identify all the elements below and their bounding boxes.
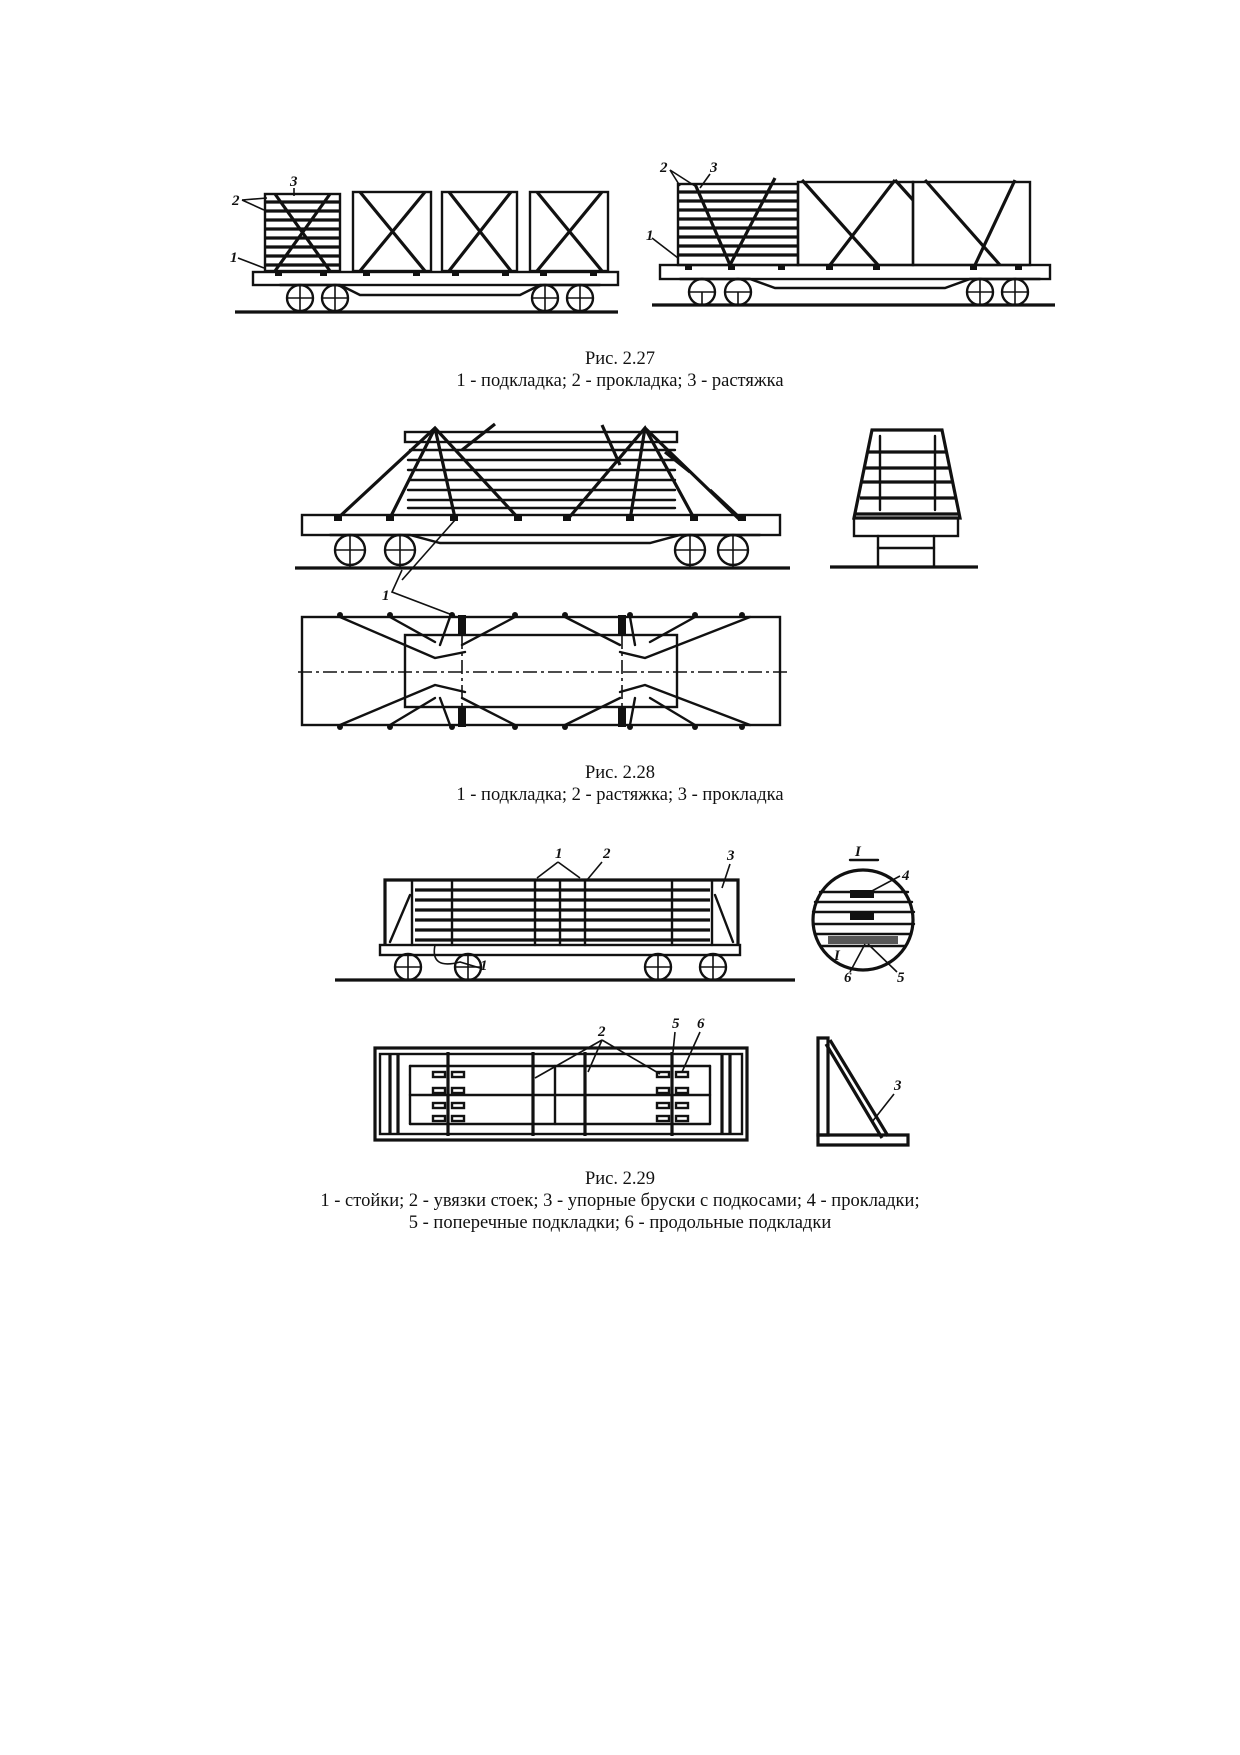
- callout-2: 2: [603, 846, 611, 862]
- figure-2-29-title: Рис. 2.29: [584, 1169, 656, 1189]
- callout-1: 1: [230, 250, 238, 266]
- callout-3: 3: [290, 174, 298, 190]
- fig-2-29-detail-I-drawing: [780, 820, 930, 986]
- callout-2: 2: [660, 160, 668, 176]
- callout-2: 2: [598, 1024, 606, 1040]
- detail-label-I: I: [855, 844, 861, 860]
- callout-I-small: I: [834, 948, 840, 964]
- callout-3: 3: [710, 160, 718, 176]
- callout-4: 4: [902, 868, 910, 884]
- figure-2-27-legend: 1 - подкладка; 2 - прокладка; 3 - растяжка: [456, 371, 784, 391]
- figure-2-27-title: Рис. 2.27: [584, 349, 656, 369]
- wheel-icon: [395, 954, 726, 980]
- figure-2-28-legend: 1 - подкладка; 2 - растяжка; 3 - прокладка: [456, 785, 784, 805]
- figure-2-29-legend-line-1: 1 - стойки; 2 - увязки стоек; 3 - упорные бруски с подкосами; 4 - прокладки;: [320, 1191, 920, 1211]
- callout-2: 2: [232, 193, 240, 209]
- fig-2-29-side-view-drawing: [330, 830, 800, 990]
- figure-2-28-title: Рис. 2.28: [584, 763, 656, 783]
- callout-5: 5: [672, 1016, 680, 1032]
- callout-6: 6: [697, 1016, 705, 1032]
- callout-3: 3: [894, 1078, 902, 1094]
- callout-1: 1: [555, 846, 563, 862]
- fig-2-29-stop-block-drawing: [790, 1010, 920, 1150]
- callout-5: 5: [897, 970, 905, 986]
- callout-1: 1: [646, 228, 654, 244]
- figure-2-29-legend-line-2: 5 - поперечные подкладки; 6 - продольные подкладки: [408, 1213, 832, 1233]
- callout-6: 6: [844, 970, 852, 986]
- callout-1: 1: [382, 588, 390, 604]
- fig-2-29-plan-view-drawing: [360, 990, 760, 1150]
- callout-1: 1: [480, 958, 488, 974]
- callout-3: 3: [727, 848, 735, 864]
